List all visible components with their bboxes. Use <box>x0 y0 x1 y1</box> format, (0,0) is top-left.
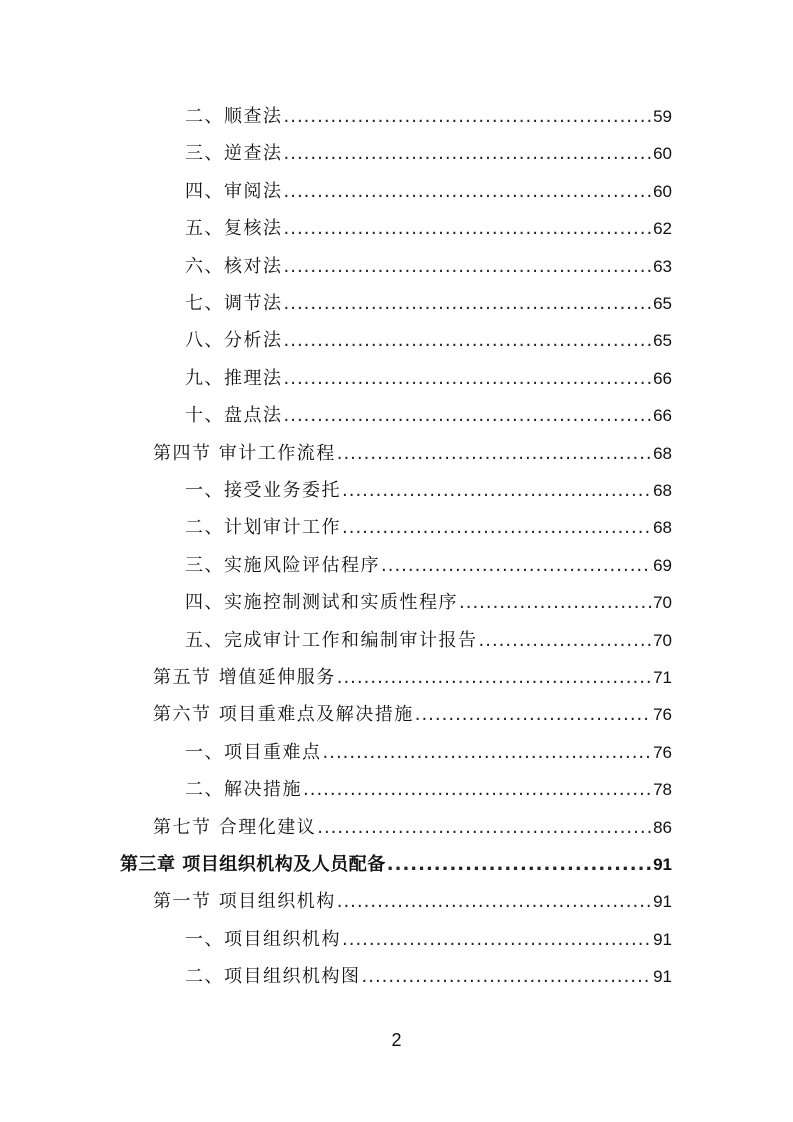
dot-leader <box>362 962 653 992</box>
toc-chapter-entry[interactable] <box>120 850 672 880</box>
dot-leader <box>337 663 652 693</box>
toc-entry-title: 二、解决措施 <box>185 779 302 801</box>
toc-entry-title: 第一节 项目组织机构 <box>153 891 336 913</box>
toc-entry[interactable] <box>185 738 672 768</box>
toc-entry-page: 65 <box>653 294 672 313</box>
dot-leader <box>342 925 652 955</box>
toc-entry-page: 91 <box>653 892 672 912</box>
toc-section-entry[interactable] <box>153 887 672 917</box>
toc-section-entry[interactable] <box>153 813 672 843</box>
toc-entry-page: 86 <box>653 817 672 837</box>
toc-entry-title: 第七节 合理化建议 <box>153 816 317 838</box>
dot-leader <box>415 700 652 730</box>
toc-entry-title: 第三章 项目组织机构及人员配备 <box>120 854 386 875</box>
dot-leader <box>284 139 653 169</box>
toc-entry[interactable] <box>185 289 672 319</box>
toc-entry[interactable] <box>185 364 672 394</box>
dot-leader <box>303 775 652 805</box>
dot-leader <box>284 252 653 282</box>
dot-leader <box>387 850 652 880</box>
toc-entry[interactable] <box>185 401 672 431</box>
toc-entry[interactable] <box>185 513 672 543</box>
toc-entry-page: 71 <box>653 668 672 687</box>
toc-entry-page: 68 <box>653 481 672 500</box>
toc-entry[interactable] <box>185 102 672 132</box>
toc-entry[interactable] <box>185 476 672 506</box>
toc-entry[interactable] <box>185 177 672 207</box>
toc-entry-title: 二、计划审计工作 <box>185 517 341 539</box>
toc-entry-page: 68 <box>653 518 672 538</box>
toc-entry[interactable] <box>185 925 672 955</box>
toc-entry-title: 五、完成审计工作和编制审计报告 <box>185 629 478 651</box>
toc-entry-page: 78 <box>653 780 672 800</box>
toc-entry-title: 三、逆查法 <box>185 143 283 165</box>
dot-leader <box>342 513 652 543</box>
toc-entry-title: 第四节 审计工作流程 <box>153 442 336 464</box>
toc-entry[interactable] <box>185 962 672 992</box>
toc-entry-page: 91 <box>653 967 672 987</box>
dot-leader <box>342 476 652 506</box>
toc-entry-title: 三、实施风险评估程序 <box>185 554 380 576</box>
toc-entry-page: 65 <box>653 331 672 351</box>
toc-entry-page: 91 <box>653 929 672 949</box>
dot-leader <box>323 738 653 768</box>
dot-leader <box>284 401 653 431</box>
dot-leader <box>479 626 653 656</box>
toc-entry-page: 76 <box>653 705 672 725</box>
toc-entry-title: 一、项目组织机构 <box>185 928 341 950</box>
toc-entry-page: 70 <box>653 593 672 613</box>
toc-entry-page: 68 <box>653 443 672 463</box>
toc-entry-title: 一、接受业务委托 <box>185 480 341 501</box>
dot-leader <box>381 551 652 581</box>
toc-section-entry[interactable] <box>153 663 672 693</box>
toc-section-entry[interactable] <box>153 700 672 730</box>
toc-entry[interactable] <box>185 214 672 244</box>
toc-entry-page: 70 <box>653 630 672 650</box>
toc-entry-title: 六、核对法 <box>185 255 283 277</box>
toc-entry-page: 63 <box>653 256 672 276</box>
toc-entry-title: 九、推理法 <box>185 367 283 389</box>
toc-entry-page: 60 <box>653 181 672 201</box>
toc-entry-title: 第五节 增值延伸服务 <box>153 667 336 688</box>
toc-entry-page: 62 <box>653 219 672 239</box>
toc-entry-title: 二、顺查法 <box>185 106 283 127</box>
toc-entry-page: 69 <box>653 555 672 575</box>
toc-entry-page: 91 <box>653 855 672 874</box>
toc-entry[interactable] <box>185 139 672 169</box>
toc-entry[interactable] <box>185 551 672 581</box>
toc-entry-title: 二、项目组织机构图 <box>185 966 361 988</box>
toc-section-entry[interactable] <box>153 439 672 469</box>
toc-entry-title: 一、项目重难点 <box>185 741 322 763</box>
toc-entry-title: 四、审阅法 <box>185 180 283 202</box>
dot-leader <box>317 813 652 843</box>
dot-leader <box>459 588 652 618</box>
toc-entry-page: 60 <box>653 144 672 164</box>
dot-leader <box>284 102 653 132</box>
toc-entry[interactable] <box>185 588 672 618</box>
toc-entry-title: 五、复核法 <box>185 218 283 240</box>
toc-entry-page: 76 <box>653 742 672 762</box>
toc-entry[interactable] <box>185 626 672 656</box>
toc-entry-title: 十、盘点法 <box>185 405 283 427</box>
toc-entry-title: 八、分析法 <box>185 330 283 352</box>
dot-leader <box>337 439 652 469</box>
dot-leader <box>284 177 653 207</box>
toc-entry[interactable] <box>185 326 672 356</box>
toc-entry-title: 四、实施控制测试和实质性程序 <box>185 592 458 614</box>
toc-entry-page: 59 <box>653 107 672 126</box>
dot-leader <box>284 214 653 244</box>
dot-leader <box>284 289 653 319</box>
dot-leader <box>284 364 653 394</box>
toc-entry-page: 66 <box>653 368 672 388</box>
toc-entry-page: 66 <box>653 406 672 426</box>
toc-entry-title: 第六节 项目重难点及解决措施 <box>153 704 414 726</box>
dot-leader <box>284 326 653 356</box>
toc-entry[interactable] <box>185 252 672 282</box>
page-number: 2 <box>391 1030 402 1050</box>
toc-entry-title: 七、调节法 <box>185 293 283 314</box>
toc-entry[interactable] <box>185 775 672 805</box>
dot-leader <box>337 887 652 917</box>
